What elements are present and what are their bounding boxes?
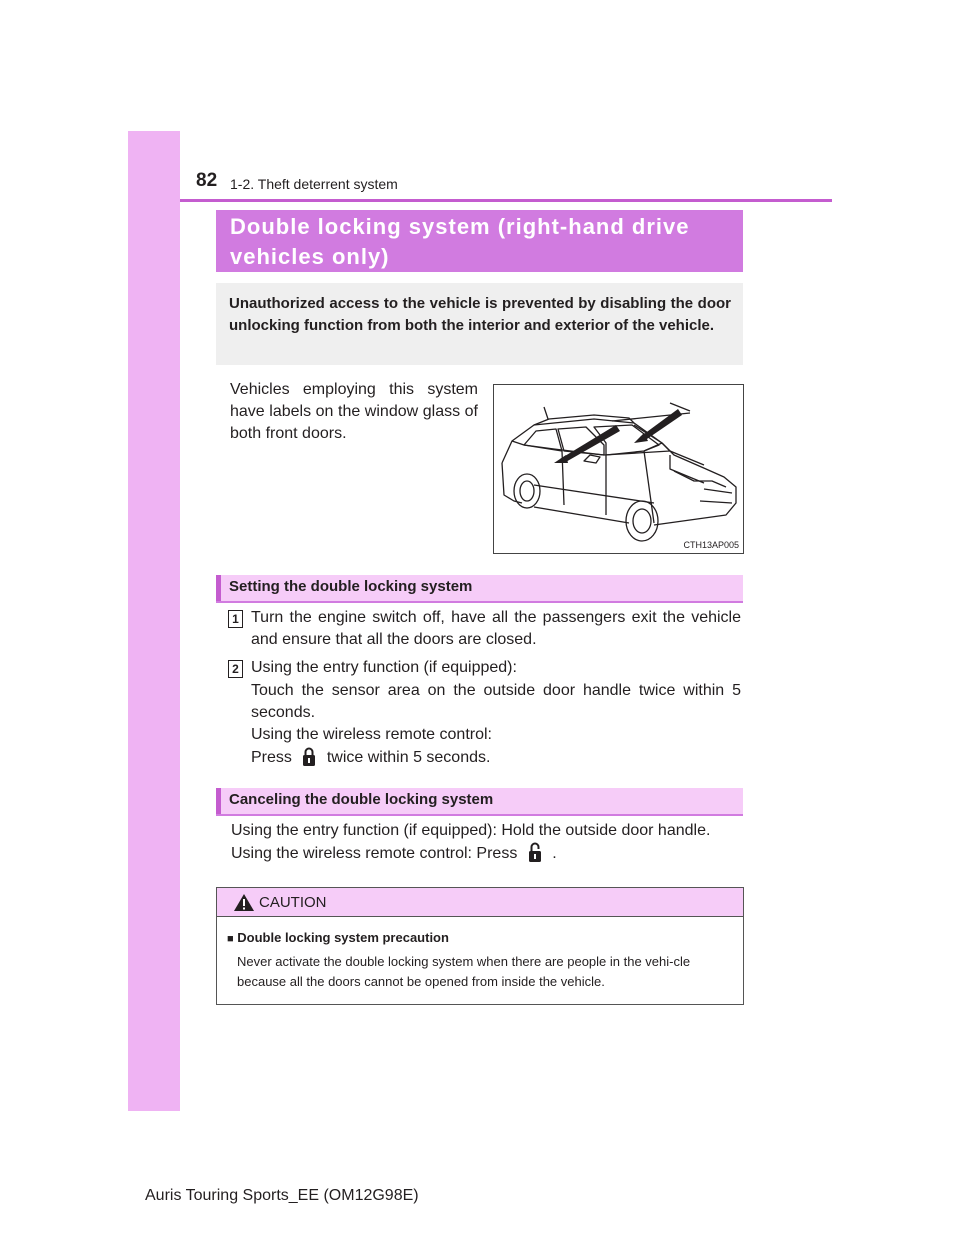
caution-title: CAUTION [259,894,327,911]
page-title: Double locking system (right-hand drive vehicles only) [230,214,690,269]
canceling-line-1: Using the entry function (if equipped): Hold the outside door handle. [231,822,711,839]
canceling-line-2 [231,842,557,865]
step-2-badge: 2 [228,660,243,678]
canceling-heading: Canceling the double locking system [229,791,494,808]
step-2-press-line [251,746,490,769]
page-number: 82 [196,170,218,191]
title-banner [216,210,743,272]
vehicle-label-note: Vehicles employing this system have labels on the window glass of both front doors. [230,381,478,442]
unlock-icon [522,842,548,864]
step-1-text: Turn the engine switch off, have all the passengers exit the vehicle and ensure that all the doors are closed. [251,609,741,648]
step-1-badge: 1 [228,610,243,628]
intro-text: Unauthorized access to the vehicle is prevented by disabling the door unlocking function from both the interior and exterior of the vehicle. [229,295,731,334]
step-2-line-2: Touch the sensor area on the outside door handle twice within 5 seconds. [251,682,741,721]
canceling-heading-bar [216,788,743,816]
press-label: Press [251,749,292,766]
caution-box [216,887,744,1005]
car-label-illustration [494,385,743,553]
figure-code: CTH13AP005 [683,540,739,550]
step-2-line-3: Using the wireless remote control: [251,726,492,743]
intro-box [216,283,743,365]
header-divider [180,199,832,202]
step-2-line-1: Using the entry function (if equipped): [251,659,517,676]
vehicle-illustration [493,384,744,554]
setting-heading: Setting the double locking system [229,578,473,595]
caution-header [217,888,743,917]
canceling-press-label: Using the wireless remote control: Press [231,845,518,862]
footer-model: Auris Touring Sports_EE (OM12G98E) [145,1187,419,1204]
press-suffix: twice within 5 seconds. [326,749,491,766]
setting-heading-bar [216,575,743,603]
lock-icon [296,746,322,768]
caution-subtitle-row [227,930,449,945]
caution-body: Never activate the double locking system when there are people in the vehi-cle because all the doors cannot be opened from inside the vehicle. [237,954,691,989]
warning-icon [233,893,255,912]
caution-subtitle: Double locking system precaution [237,930,449,945]
section-label: 1-2. Theft deterrent system [230,176,398,192]
canceling-period: . [552,845,557,862]
chapter-side-tab [128,131,180,1111]
bullet-square-icon: ■ [227,933,234,945]
